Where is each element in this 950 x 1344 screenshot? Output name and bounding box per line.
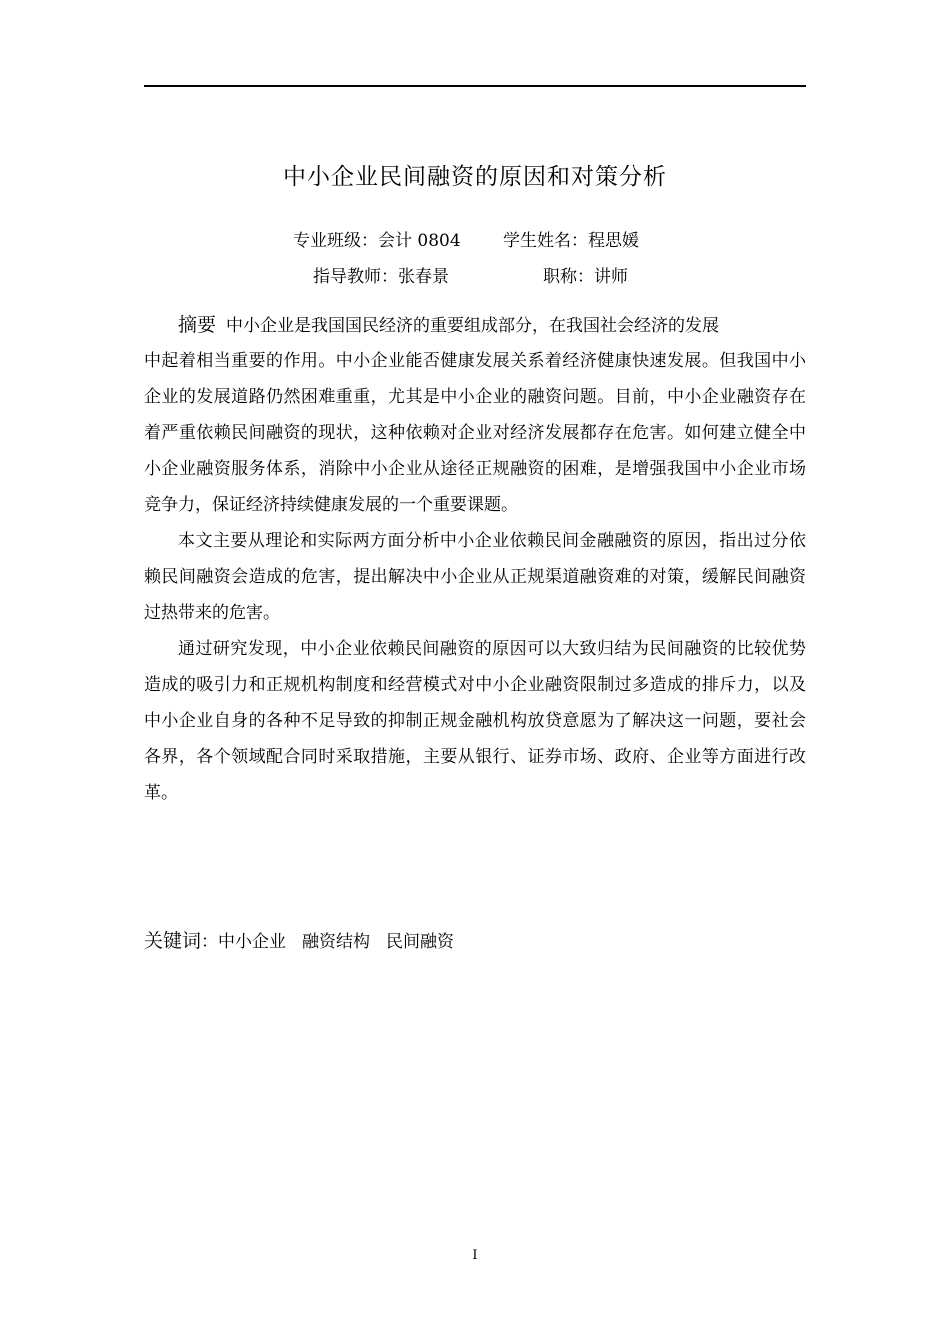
abstract-first-line-text: 中小企业是我国国民经济的重要组成部分，在我国社会经济的发展 <box>226 316 720 336</box>
abstract-paragraph: 本文主要从理论和实际两方面分析中小企业依赖民间金融融资的原因，指出过分依赖民间融资会造成的危害，提出解决中小企业从正规渠道融资难的对策，缓解民间融资过热带来的危害。 <box>144 531 806 623</box>
keywords-colon: ： <box>201 932 219 952</box>
keyword: 融资结构 <box>302 932 371 952</box>
advisor-label: 指导教师： <box>313 267 398 287</box>
major-label: 专业班级： <box>293 231 378 251</box>
page-number: I <box>472 1248 478 1263</box>
student-label: 学生姓名： <box>503 231 588 251</box>
rank-label: 职称： <box>543 267 594 287</box>
advisor-value: 张春景 <box>398 267 449 287</box>
major-value: 会计 0804 <box>378 231 461 251</box>
abstract-section <box>144 308 806 811</box>
header-rule <box>144 85 806 87</box>
abstract-paragraph: 通过研究发现，中小企业依赖民间融资的原因可以大致归结为民间融资的比较优势造成的吸引力和正规机构制度和经营模式对中小企业融资限制过多造成的排斥力，以及中小企业自身的各种不足导致的抑制正规金融机构放贷意愿为了解决这一问题，要社会各界，各个领域配合同时采取措施，主要从银行、证券市场、政府、企业等方面进行改革。 <box>144 639 806 803</box>
page-title: 中小企业民间融资的原因和对策分析 <box>283 164 667 190</box>
rank-value: 讲师 <box>594 267 628 287</box>
student-value: 程思媛 <box>588 231 639 251</box>
keywords-line <box>144 926 470 953</box>
keyword: 中小企业 <box>218 932 287 952</box>
abstract-paragraph: 中起着相当重要的作用。中小企业能否健康发展关系着经济健康快速发展。但我国中小企业的发展道路仍然困难重重，尤其是中小企业的融资问题。目前，中小企业融资存在着严重依赖民间融资的现状，这种依赖对企业对经济发展都存在危害。如何建立健全中小企业融资服务体系，消除中小企业从途径正规融资的困难，是增强我国中小企业市场竞争力，保证经济持续健康发展的一个重要课题。 <box>144 351 806 515</box>
abstract-first-line <box>144 308 806 343</box>
abstract-label: 摘要 <box>178 314 217 336</box>
keywords-label: 关键词 <box>144 930 202 952</box>
keyword: 民间融资 <box>386 932 455 952</box>
